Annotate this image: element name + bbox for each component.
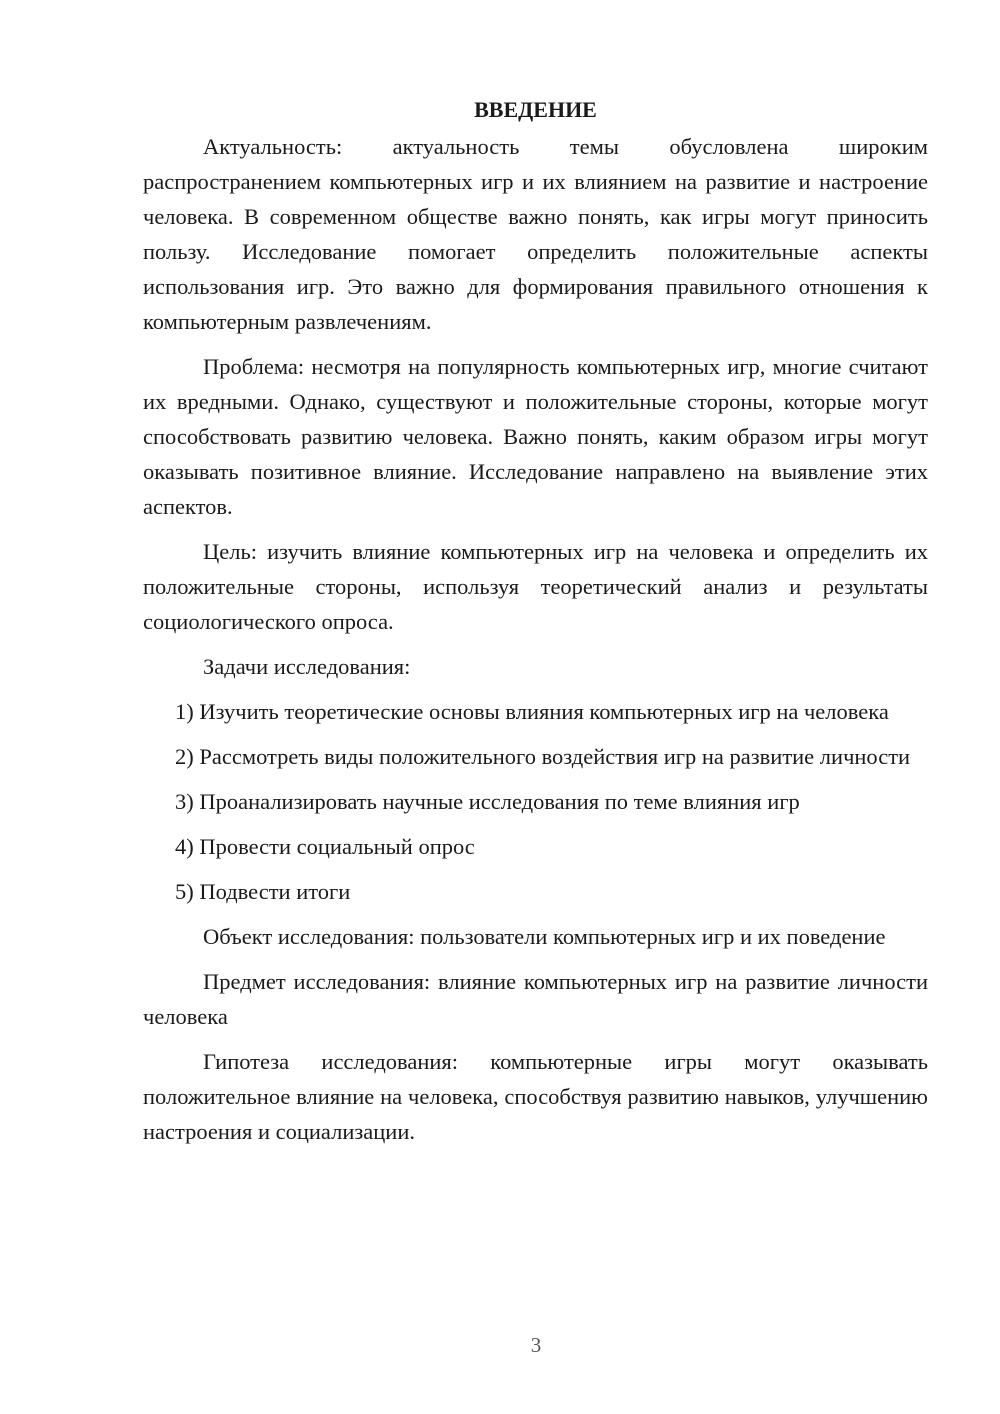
page-number: 3 <box>530 1333 542 1357</box>
tasks-heading: Задачи исследования: <box>203 654 411 679</box>
document-body <box>143 92 928 1159</box>
task-item: 5) Подвести итоги <box>175 879 351 904</box>
paragraph-subject: Предмет исследования: влияние компьютерных игр на развитие личности человека <box>143 969 928 1029</box>
task-item: 3) Проанализировать научные исследования по теме влияния игр <box>175 789 800 814</box>
paragraph-goal: Цель: изучить влияние компьютерных игр на человека и определить их положительные стороны, используя теоретический анализ и результаты социологического опроса. <box>143 539 928 634</box>
task-item: 4) Провести социальный опрос <box>175 834 475 859</box>
paragraph-relevance: Актуальность: актуальность темы обусловлена широким распространением компьютерных игр и их влиянием на развитие и настроение человека. В современном обществе важно понять, как игры могут приносить пользу. Исследование помогает определить положительные аспекты использования игр. Это важно для формирования правильного отношения к компьютерным развлечениям. <box>143 134 928 334</box>
paragraph-hypothesis: Гипотеза исследования: компьютерные игры могут оказывать положительное влияние на человека, способствуя развитию навыков, улучшению настроения и социализации. <box>143 1049 928 1144</box>
task-item: 1) Изучить теоретические основы влияния компьютерных игр на человека <box>175 699 889 724</box>
paragraph-problem: Проблема: несмотря на популярность компьютерных игр, многие считают их вредными. Однако, существуют и положительные стороны, которые могут способствовать развитию человека. Важно понять, каким образом игры могут оказывать позитивное влияние. Исследование направлено на выявление этих аспектов. <box>143 354 928 519</box>
paragraph-object: Объект исследования: пользователи компьютерных игр и их поведение <box>203 924 886 949</box>
page-title: ВВЕДЕНИЕ <box>474 97 597 122</box>
task-item: 2) Рассмотреть виды положительного воздействия игр на развитие личности <box>175 744 911 769</box>
